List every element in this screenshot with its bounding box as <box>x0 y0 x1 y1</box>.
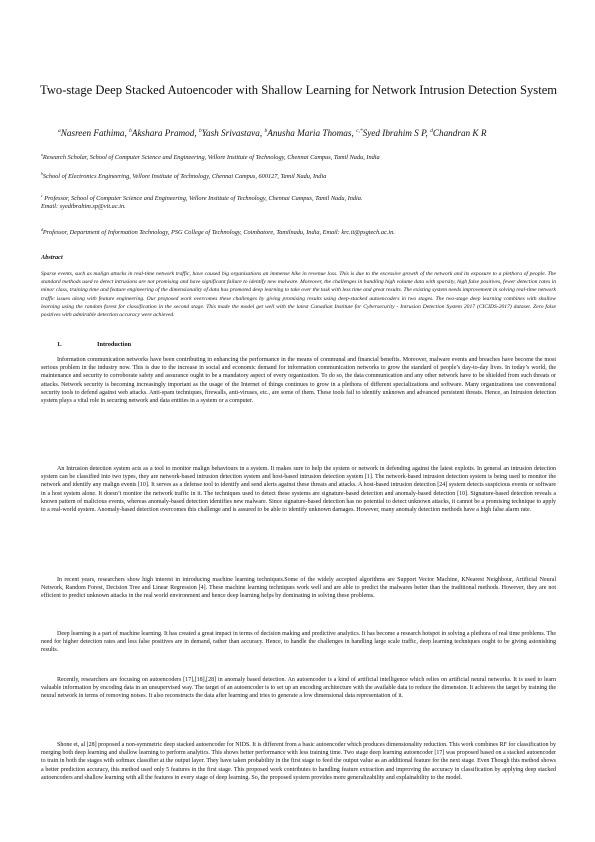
affiliation-b: $^b$School of Electronics Engineering, Vellore Institute of Technology, Chennai Campus, 600127, Tamil Nadu, India <box>41 171 327 180</box>
paragraph: Deep learning is a part of machine learning. It has created a great impact in terms of decision making and predictive analytics. It has become a research hotspot in solving a plethora of real time problems. The need for higher detection rates and less false positives are in demand, rather than accuracy. Hence, to handle the challenges in handling large scale traffic, deep learning techniques ought to be giving astonishing results. <box>41 631 556 654</box>
abstract-text: Sparse events, such as malign attacks in real-time network traffic, have caused big organisations an immense hike in revenue loss. This is due to the excessive growth of the network and its exposure to a plethora of people. The standard methods used to detect intrusions are not promising and have significant failure to identify new malware. Moreover, the challenges in handling high volume data with sparsity, high false positives, fewer detection rates in minor class, training time and feature engineering of the dimensionality of data has promoted deep learning to take over the task with less time and great results. The existing system needs improvement in solving real-time network traffic issues along with feature engineering. Our proposed work overcomes these challenges by giving promising results using deep-stacked autoencoders in two stages. The two-stage deep learning combines with shallow learning using the random forest for classification in the second stage. This made the model get well with the latest Canadian Institute for Cybersecurity - Intrusion Detection System 2017 (CICIDS-2017) dataset. Zero false positives with admirable detection accuracy were achieved. <box>41 271 556 319</box>
affiliation-a: $^a$Research Scholar, School of Computer Science and Engineering, Vellore Institute of Technology, Chennai Campus, Tamil Nadu, India <box>41 152 380 161</box>
author: $^a$Nasreen Fathima, <box>58 127 130 138</box>
author: $^b$Yash Srivastava, <box>198 127 265 138</box>
affiliation-c-email: Email: syedibrahim.sp@vit.ac.in. <box>41 203 126 211</box>
author: $^d$Chandran K R <box>430 127 487 138</box>
author: $^b$Akshara Pramod, <box>129 127 199 138</box>
paragraph: Information communication networks have been contributing in enhancing the performance in the means of communal and financial benefits. Moreover, malware events and breaches have become the most serious problem in the industry now. This is due to the increase in social and economic demand for information communication networks to grow the standard of people’s day-to-day lives. In today’s world, the maintenance and security to corroborate safety and assurance ought to be a mandatory aspect of every organization. To do so, the data communication and any other network have to be shielded from such threats or attacks. Network security is becoming increasingly important as the usage of the Internet of things continues to grow in a plethora of different specializations and software. Many organizations use conventional security tools to defend against web attacks. Anti-spam techniques, firewalls, anti-viruses, etc., are some of them. These tools fail to identify unknown and advanced persistent threats. Hence, an Intrusion detection system plays a vital role in securing network and data entities in a system or a computer. <box>41 357 556 405</box>
affiliation-d: $^d$Professor, Department of Information Technology, PSG College of Technology, Coimbatore, Tamilnadu, India, Email: krc.it@psgtech.ac.in. <box>41 227 395 236</box>
section-number: 1. <box>57 341 62 348</box>
section-title: Introduction <box>97 341 132 348</box>
paper-title: Two-stage Deep Stacked Autoencoder with Shallow Learning for Network Intrusion Detection System <box>40 83 558 97</box>
paragraph: An Intrusion detection system acts as a tool to monitor malign behaviours in a system. It makes sure to help the system or network in defending against the latest exploits. In general an intrusion detection system can be classified into two types, they are network-based intrusion detection system and host-based intrusion detection system [1]. The network-based intrusion detection system is being used to monitor the network and identify any malign events [10]. It serves as a defense tool to identify and send alerts against these threats and attacks. A host-based intrusion detection [24] system detects suspicious events or software in a host system alone. It doesn’t monitor the network traffic in it. The techniques used to detect these systems are signature-based detection and anomaly-based detection [10]. Signature-based detection reveals a known pattern of malicious events, whereas anomaly-based detection identifies new malware. Since signature-based detection has no potential to detect unknown attacks, it cannot be a promising technique to apply to a real-world system. Anomaly-based detection overcomes this challenge and is assured to be able to identify unknown damages. However, many anomaly detection methods have a high false alarm rate. <box>41 466 556 514</box>
abstract-heading: Abstract <box>41 254 63 261</box>
affiliation-c: $^c$ Professor, School of Computer Science and Engineering, Vellore Institute of Technology, Chennai Campus, Tamil Nadu, India. Email: syedibrahim.sp@vit.ac.in. <box>41 193 363 211</box>
author: $^b$Anusha Maria Thomas, <box>264 127 357 138</box>
author: $^{c,*}$Syed Ibrahim S P, <box>356 127 431 138</box>
section-heading <box>41 341 341 348</box>
paragraph: In recent years, researchers show high interest in introducing machine learning techniques.Some of the widely accepted algorithms are Support Vector Machine, KNearest Neighbour, Artificial Neural Network, Random Forest, Decision Tree and Linear Regression [4]. These machine learning techniques work well and are able to predict the malwares better than the traditional methods. However, they are not efficient to predict unknown attacks in the real world environment and hence deep learning helps by dominating in solving these problems. <box>41 577 556 600</box>
paragraph: Shone et, al [28] proposed a non-symmetric deep stacked autoencoder for NIDS. It is different from a basic autoencoder which produces dimensionality reduction. This work combines RF for classification by merging both deep learning and shallow learning to perform analytics. This shows better performance with less training time. Two stage deep learning autoencoder [17] was proposed based on a stacked autoencoder to train in both the stages with softmax classifier at the output layer. They have taken probability in the first stage to feed the output value as an additional feature for the next stage. Even Though this method shows a better prediction accuracy, this method used only 5 features in the first stage. This proposed work contributes to handling feature extraction and improving the accuracy in classification by applying deep stacked autoencoders and shallow learning with all the features in every stage of deep learning. So, the proposed system provides more generalizability and explainability to the model. <box>41 742 556 781</box>
author-list <box>58 128 578 138</box>
paragraph: Recently, researchers are focusing on autoencoders [17],[18],[28] in anomaly based detection. An autoencoder is a kind of artificial intelligence which relies on artificial neural networks. It is used to learn valuable information by encoding data in an unsupervised way. The target of an autoencoder is to set up an encoding architecture with the available data to reduce the dimension. It achieves the target by training the neural network in terms of removing noises. It also reconstructs the data after learning and tries to generate a low dimensional data representation of it. <box>41 677 556 700</box>
